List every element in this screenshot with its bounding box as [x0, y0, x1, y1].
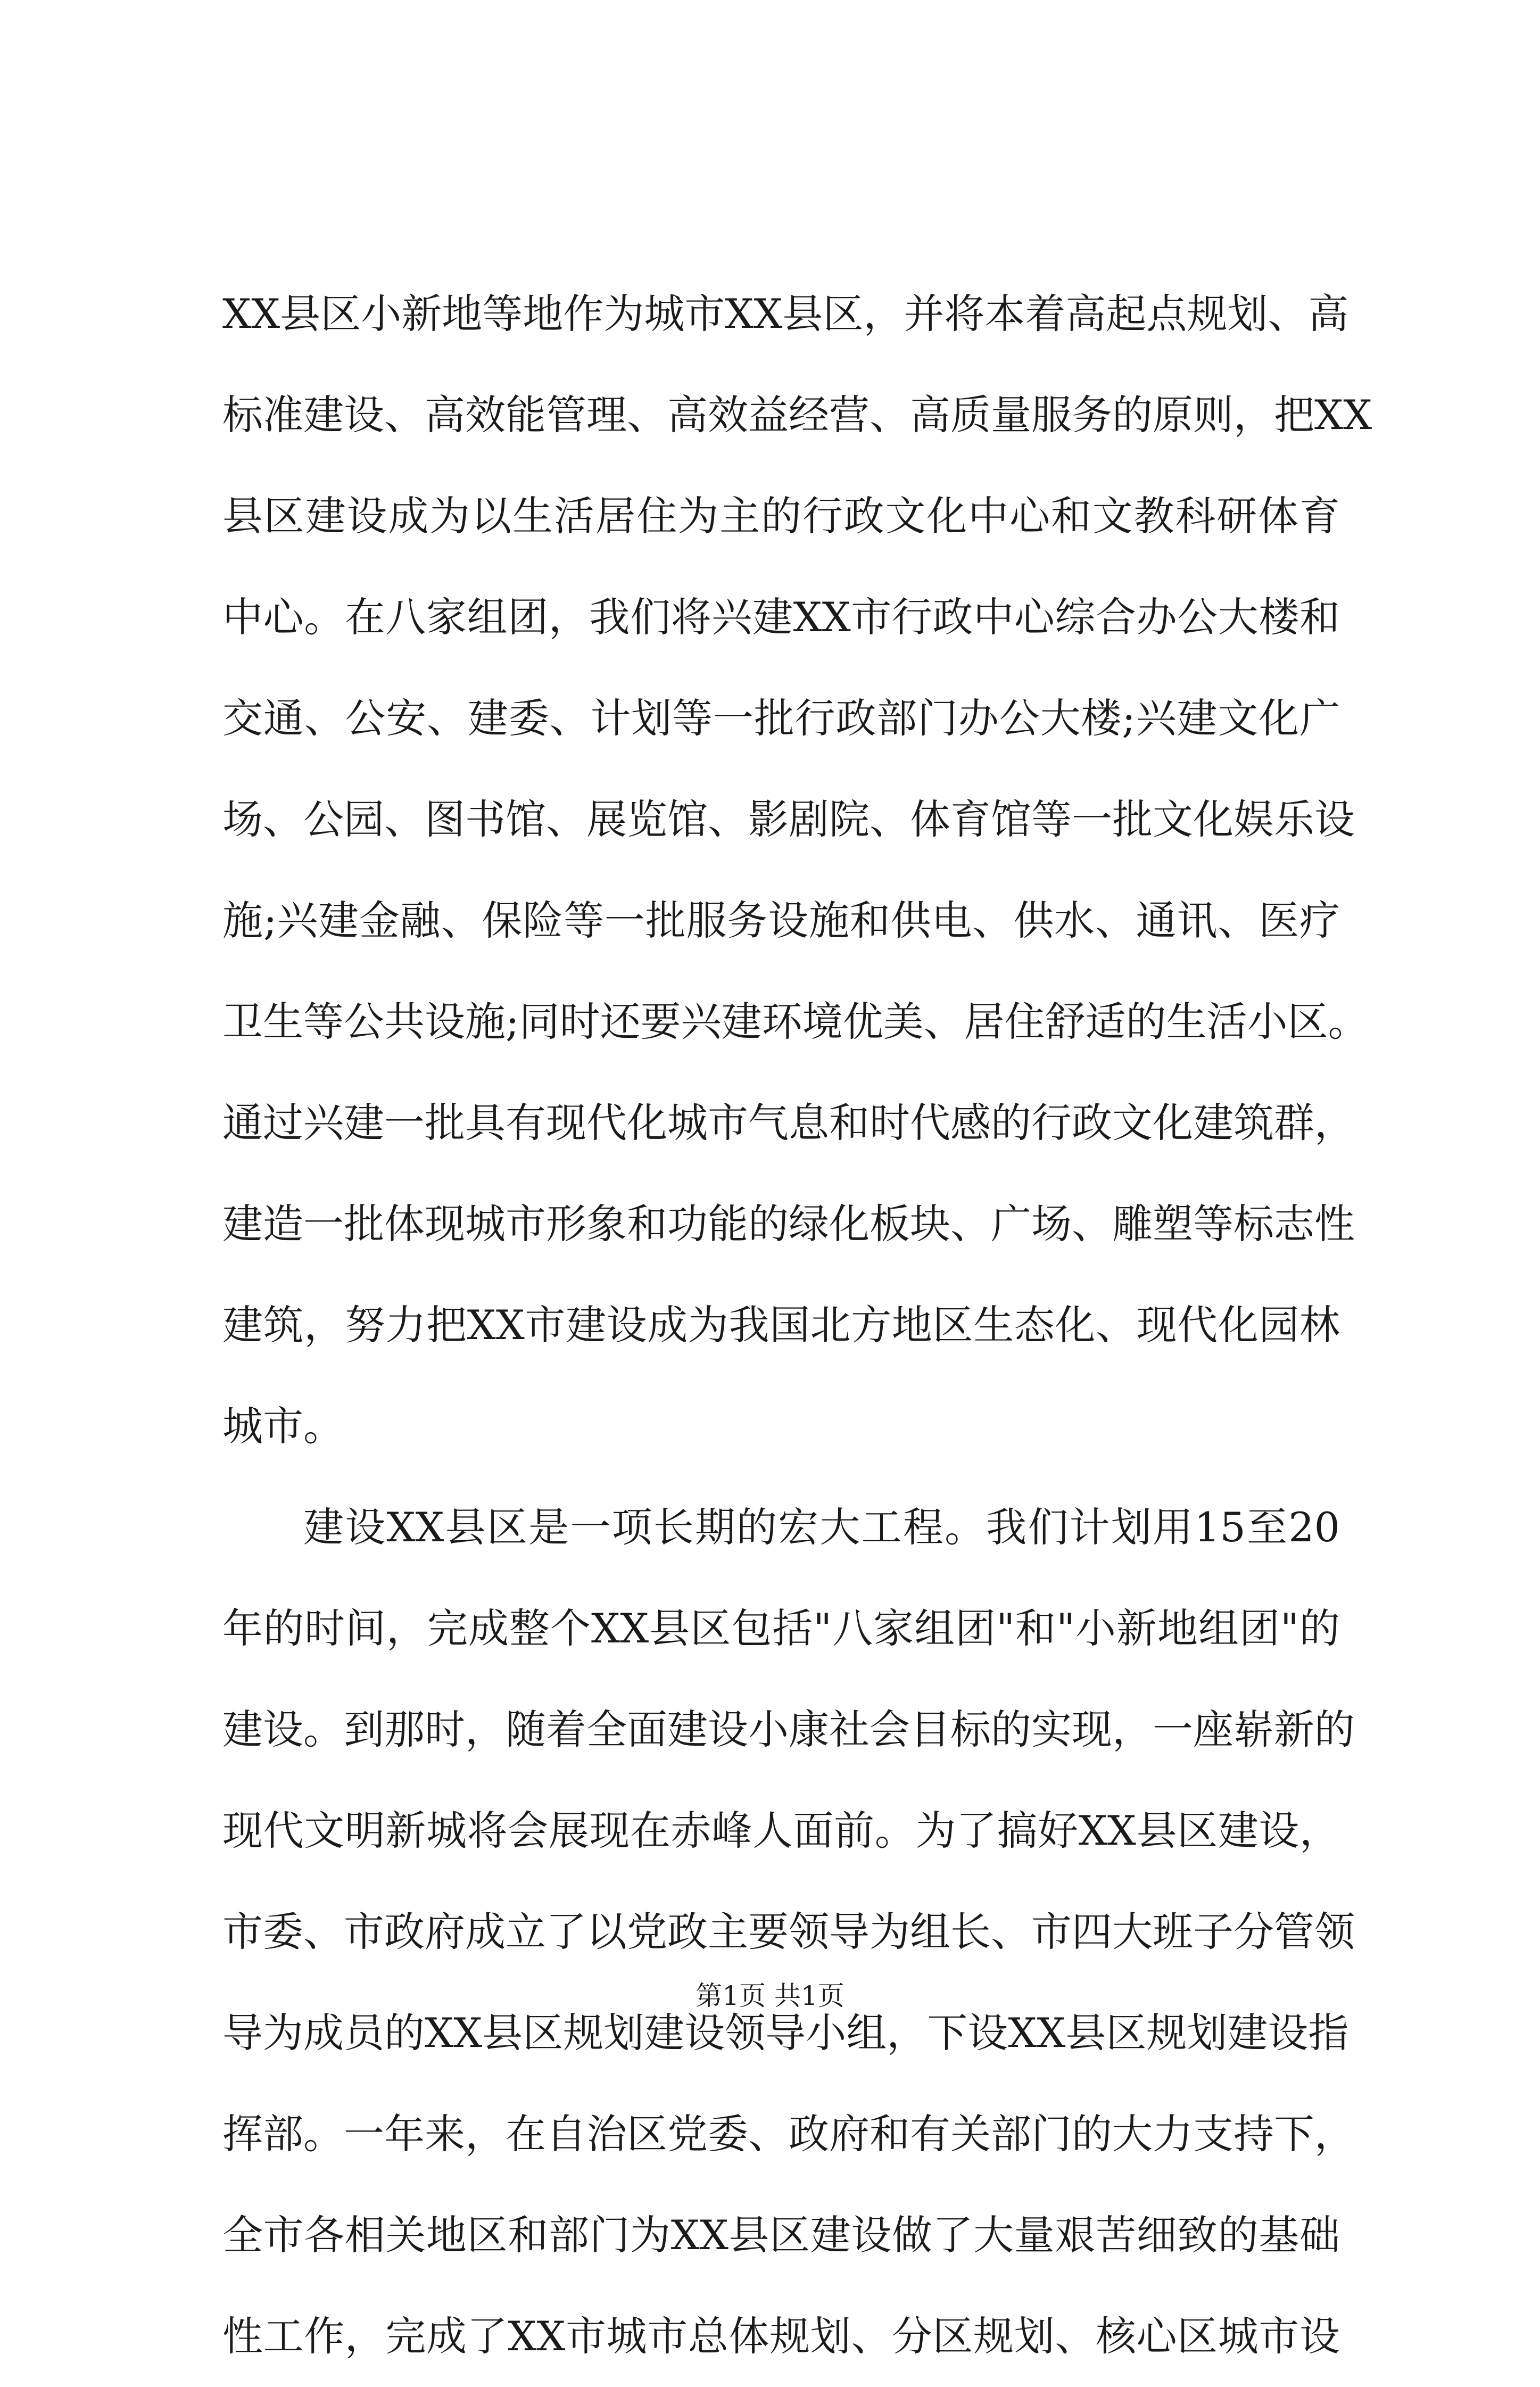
paragraph-1	[222, 263, 1372, 1477]
text-line: 年的时间，完成整个XX县区包括"八家组团"和"小新地组团"的	[222, 1605, 1340, 1652]
text-line: 挥部。一年来，在自治区党委、政府和有关部门的大力支持下，	[222, 2110, 1355, 2158]
text-line: 市委、市政府成立了以党政主要领导为组长、市四大班子分管领	[222, 1908, 1355, 1955]
text-line: 交通、公安、建委、计划等一批行政部门办公大楼;兴建文化广	[222, 695, 1340, 742]
text-line: 建设XX县区是一项长期的宏大工程。我们计划用15至20	[303, 1504, 1340, 1551]
text-line: 建筑，努力把XX市建设成为我国北方地区生态化、现代化园林	[222, 1301, 1340, 1349]
text-line: 建造一批体现城市形象和功能的绿化板块、广场、雕塑等标志性	[222, 1200, 1355, 1248]
text-line: 导为成员的XX县区规划建设领导小组，下设XX县区规划建设指	[222, 2009, 1349, 2056]
page-number-footer: 第1页 共1页	[696, 1980, 844, 2011]
paragraph-2	[222, 1477, 1355, 2387]
text-line: 施;兴建金融、保险等一批服务设施和供电、供水、通讯、医疗	[222, 897, 1340, 944]
text-line: 通过兴建一批具有现代化城市气息和时代感的行政文化建筑群，	[222, 1099, 1355, 1146]
text-line: 建设。到那时，随着全面建设小康社会目标的实现，一座崭新的	[222, 1706, 1355, 1753]
text-line: XX县区小新地等地作为城市XX县区，并将本着高起点规划、高	[222, 290, 1349, 337]
text-line: 标准建设、高效能管理、高效益经营、高质量服务的原则，把XX	[222, 391, 1372, 439]
text-line: 全市各相关地区和部门为XX县区建设做了大量艰苦细致的基础	[222, 2211, 1340, 2259]
text-line: 场、公园、图书馆、展览馆、影剧院、体育馆等一批文化娱乐设	[222, 796, 1355, 843]
text-line: 性工作，完成了XX市城市总体规划、分区规划、核心区城市设	[222, 2312, 1340, 2360]
text-line: 城市。	[222, 1402, 344, 1450]
text-line: 卫生等公共设施;同时还要兴建环境优美、居住舒适的生活小区。	[222, 998, 1369, 1045]
text-line: 现代文明新城将会展现在赤峰人面前。为了搞好XX县区建设，	[222, 1807, 1340, 1854]
text-line: 县区建设成为以生活居住为主的行政文化中心和文教科研体育	[222, 492, 1340, 540]
text-line: 中心。在八家组团，我们将兴建XX市行政中心综合办公大楼和	[222, 593, 1340, 641]
document-body	[222, 263, 1372, 2387]
